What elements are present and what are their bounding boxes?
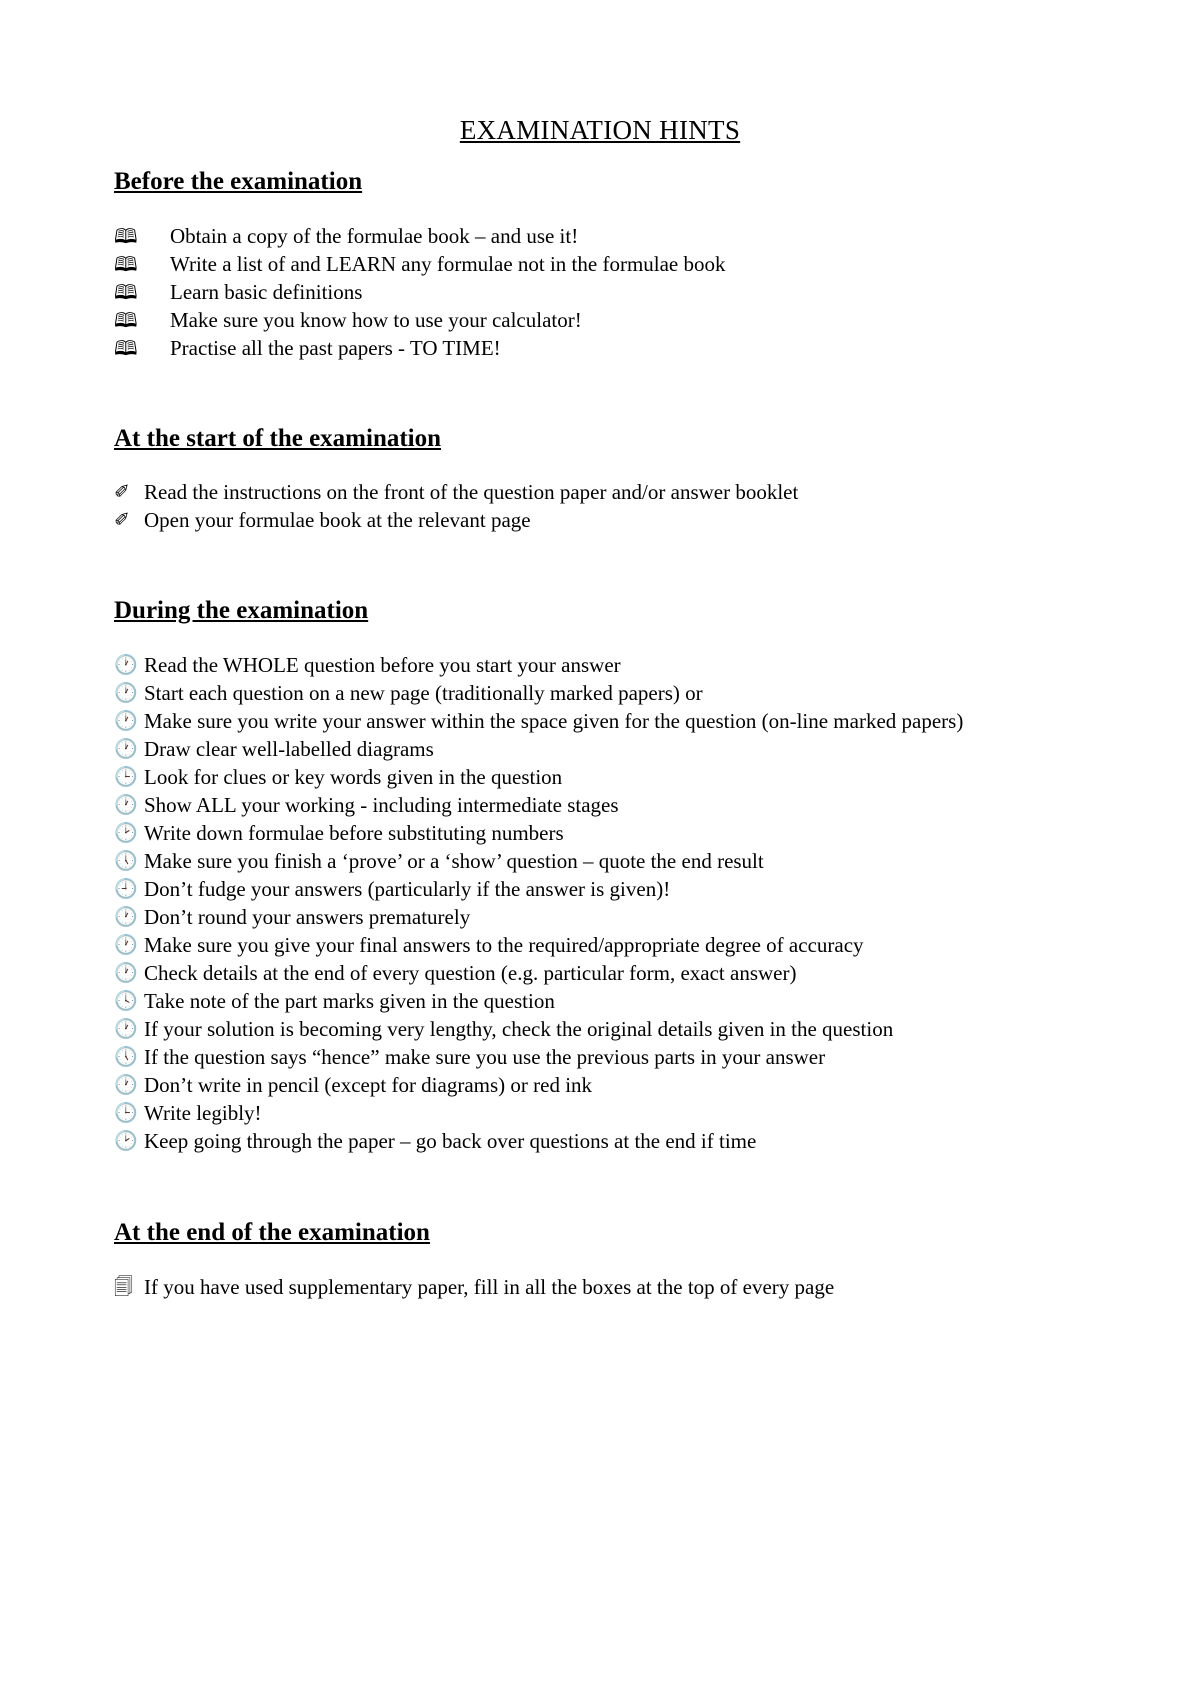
list-item — [114, 987, 1114, 1015]
book-icon: 🕮 — [114, 336, 138, 360]
pencil-icon: ✐ — [114, 481, 130, 503]
hint-text: Obtain a copy of the formulae book – and use it! — [170, 224, 579, 248]
hint-text: Draw clear well-labelled diagrams — [144, 737, 434, 761]
clock-icon: 🕐 — [114, 962, 138, 984]
hint-text: Open your formulae book at the relevant page — [144, 508, 531, 532]
hint-text: Read the WHOLE question before you start your answer — [144, 653, 621, 677]
list-item — [114, 707, 1114, 735]
hint-text: Practise all the past papers - TO TIME! — [170, 336, 501, 360]
clock-icon: 🕐 — [114, 738, 138, 760]
clock-icon: 🕐 — [114, 682, 138, 704]
clock-icon: 🕔 — [114, 850, 138, 872]
list-item — [114, 819, 1114, 847]
list-item — [114, 959, 1114, 987]
hint-text: Don’t fudge your answers (particularly if the answer is given)! — [144, 877, 671, 901]
book-icon: 🕮 — [114, 308, 138, 332]
section-start-of-exam — [114, 423, 1114, 534]
document-title: EXAMINATION HINTS — [459, 115, 741, 145]
section-end-of-exam — [114, 1217, 1114, 1301]
hint-text: Keep going through the paper – go back over questions at the end if time — [144, 1129, 757, 1153]
list-item — [114, 903, 1114, 931]
clock-icon: 🕐 — [114, 906, 138, 928]
hint-text: Write down formulae before substituting numbers — [144, 821, 564, 845]
hint-text: Make sure you give your final answers to the required/appropriate degree of accuracy — [144, 933, 864, 957]
list-item — [114, 651, 1114, 679]
hint-text: Make sure you know how to use your calculator! — [170, 308, 582, 332]
clock-icon: 🕐 — [114, 1074, 138, 1096]
pencil-icon: ✐ — [114, 509, 130, 531]
list-item — [114, 1071, 1114, 1099]
list-item — [114, 931, 1114, 959]
list-item — [114, 1273, 1114, 1301]
hint-text: Start each question on a new page (traditionally marked papers) or — [144, 681, 703, 705]
list-item — [114, 478, 1114, 506]
section-before-exam — [114, 166, 1114, 362]
list-item — [114, 1043, 1114, 1071]
hint-text: Look for clues or key words given in the question — [144, 765, 563, 789]
list-item — [114, 506, 1114, 534]
list-item — [114, 1127, 1114, 1155]
hint-text: Learn basic definitions — [170, 280, 363, 304]
hint-text: Show ALL your working - including intermediate stages — [144, 793, 619, 817]
clock-icon: 🕑 — [114, 1130, 138, 1152]
hint-text: Check details at the end of every question (e.g. particular form, exact answer) — [144, 961, 797, 985]
list-item — [114, 1015, 1114, 1043]
book-icon: 🕮 — [114, 224, 138, 248]
clock-icon: 🕒 — [114, 1102, 138, 1124]
hint-text: Write a list of and LEARN any formulae not in the formulae book — [170, 252, 726, 276]
end-of-exam-list — [114, 1273, 1114, 1301]
clock-icon: 🕘 — [114, 878, 138, 900]
hint-text: Make sure you finish a ‘prove’ or a ‘show’ question – quote the end result — [144, 849, 764, 873]
paper-stack-icon: 🗐 — [114, 1276, 133, 1298]
clock-icon: 🕐 — [114, 934, 138, 956]
list-item — [114, 791, 1114, 819]
hint-text: Take note of the part marks given in the question — [144, 989, 555, 1013]
list-item — [114, 222, 1114, 250]
clock-icon: 🕐 — [114, 1018, 138, 1040]
clock-icon: 🕔 — [114, 1046, 138, 1068]
section-during-exam — [114, 595, 1114, 1155]
list-item — [114, 306, 1114, 334]
clock-icon: 🕐 — [114, 794, 138, 816]
hint-text: If the question says “hence” make sure you use the previous parts in your answer — [144, 1045, 826, 1069]
hint-text: Read the instructions on the front of the question paper and/or answer booklet — [144, 480, 799, 504]
section-heading: At the start of the examination — [114, 425, 442, 452]
list-item — [114, 875, 1114, 903]
section-heading: During the examination — [114, 597, 369, 624]
hint-text: Don’t write in pencil (except for diagrams) or red ink — [144, 1073, 593, 1097]
clock-icon: 🕒 — [114, 766, 138, 788]
section-heading: Before the examination — [114, 168, 363, 195]
hint-text: Write legibly! — [144, 1101, 262, 1125]
hint-text: Make sure you write your answer within the space given for the question (on-line marked papers) — [144, 709, 964, 733]
clock-icon: 🕐 — [114, 654, 138, 676]
start-of-exam-list — [114, 478, 1114, 534]
hint-text: If your solution is becoming very lengthy, check the original details given in the question — [144, 1017, 894, 1041]
hint-text: Don’t round your answers prematurely — [144, 905, 471, 929]
list-item — [114, 278, 1114, 306]
list-item — [114, 334, 1114, 362]
clock-icon: 🕐 — [114, 710, 138, 732]
list-item — [114, 763, 1114, 791]
list-item — [114, 679, 1114, 707]
hint-text: If you have used supplementary paper, fill in all the boxes at the top of every page — [144, 1275, 835, 1299]
list-item — [114, 735, 1114, 763]
clock-icon: 🕓 — [114, 990, 138, 1012]
clock-icon: 🕑 — [114, 822, 138, 844]
before-exam-list — [114, 222, 1114, 362]
book-icon: 🕮 — [114, 280, 138, 304]
book-icon: 🕮 — [114, 252, 138, 276]
list-item — [114, 1099, 1114, 1127]
list-item — [114, 847, 1114, 875]
during-exam-list — [114, 651, 1114, 1155]
section-heading: At the end of the examination — [114, 1219, 430, 1246]
list-item — [114, 250, 1114, 278]
